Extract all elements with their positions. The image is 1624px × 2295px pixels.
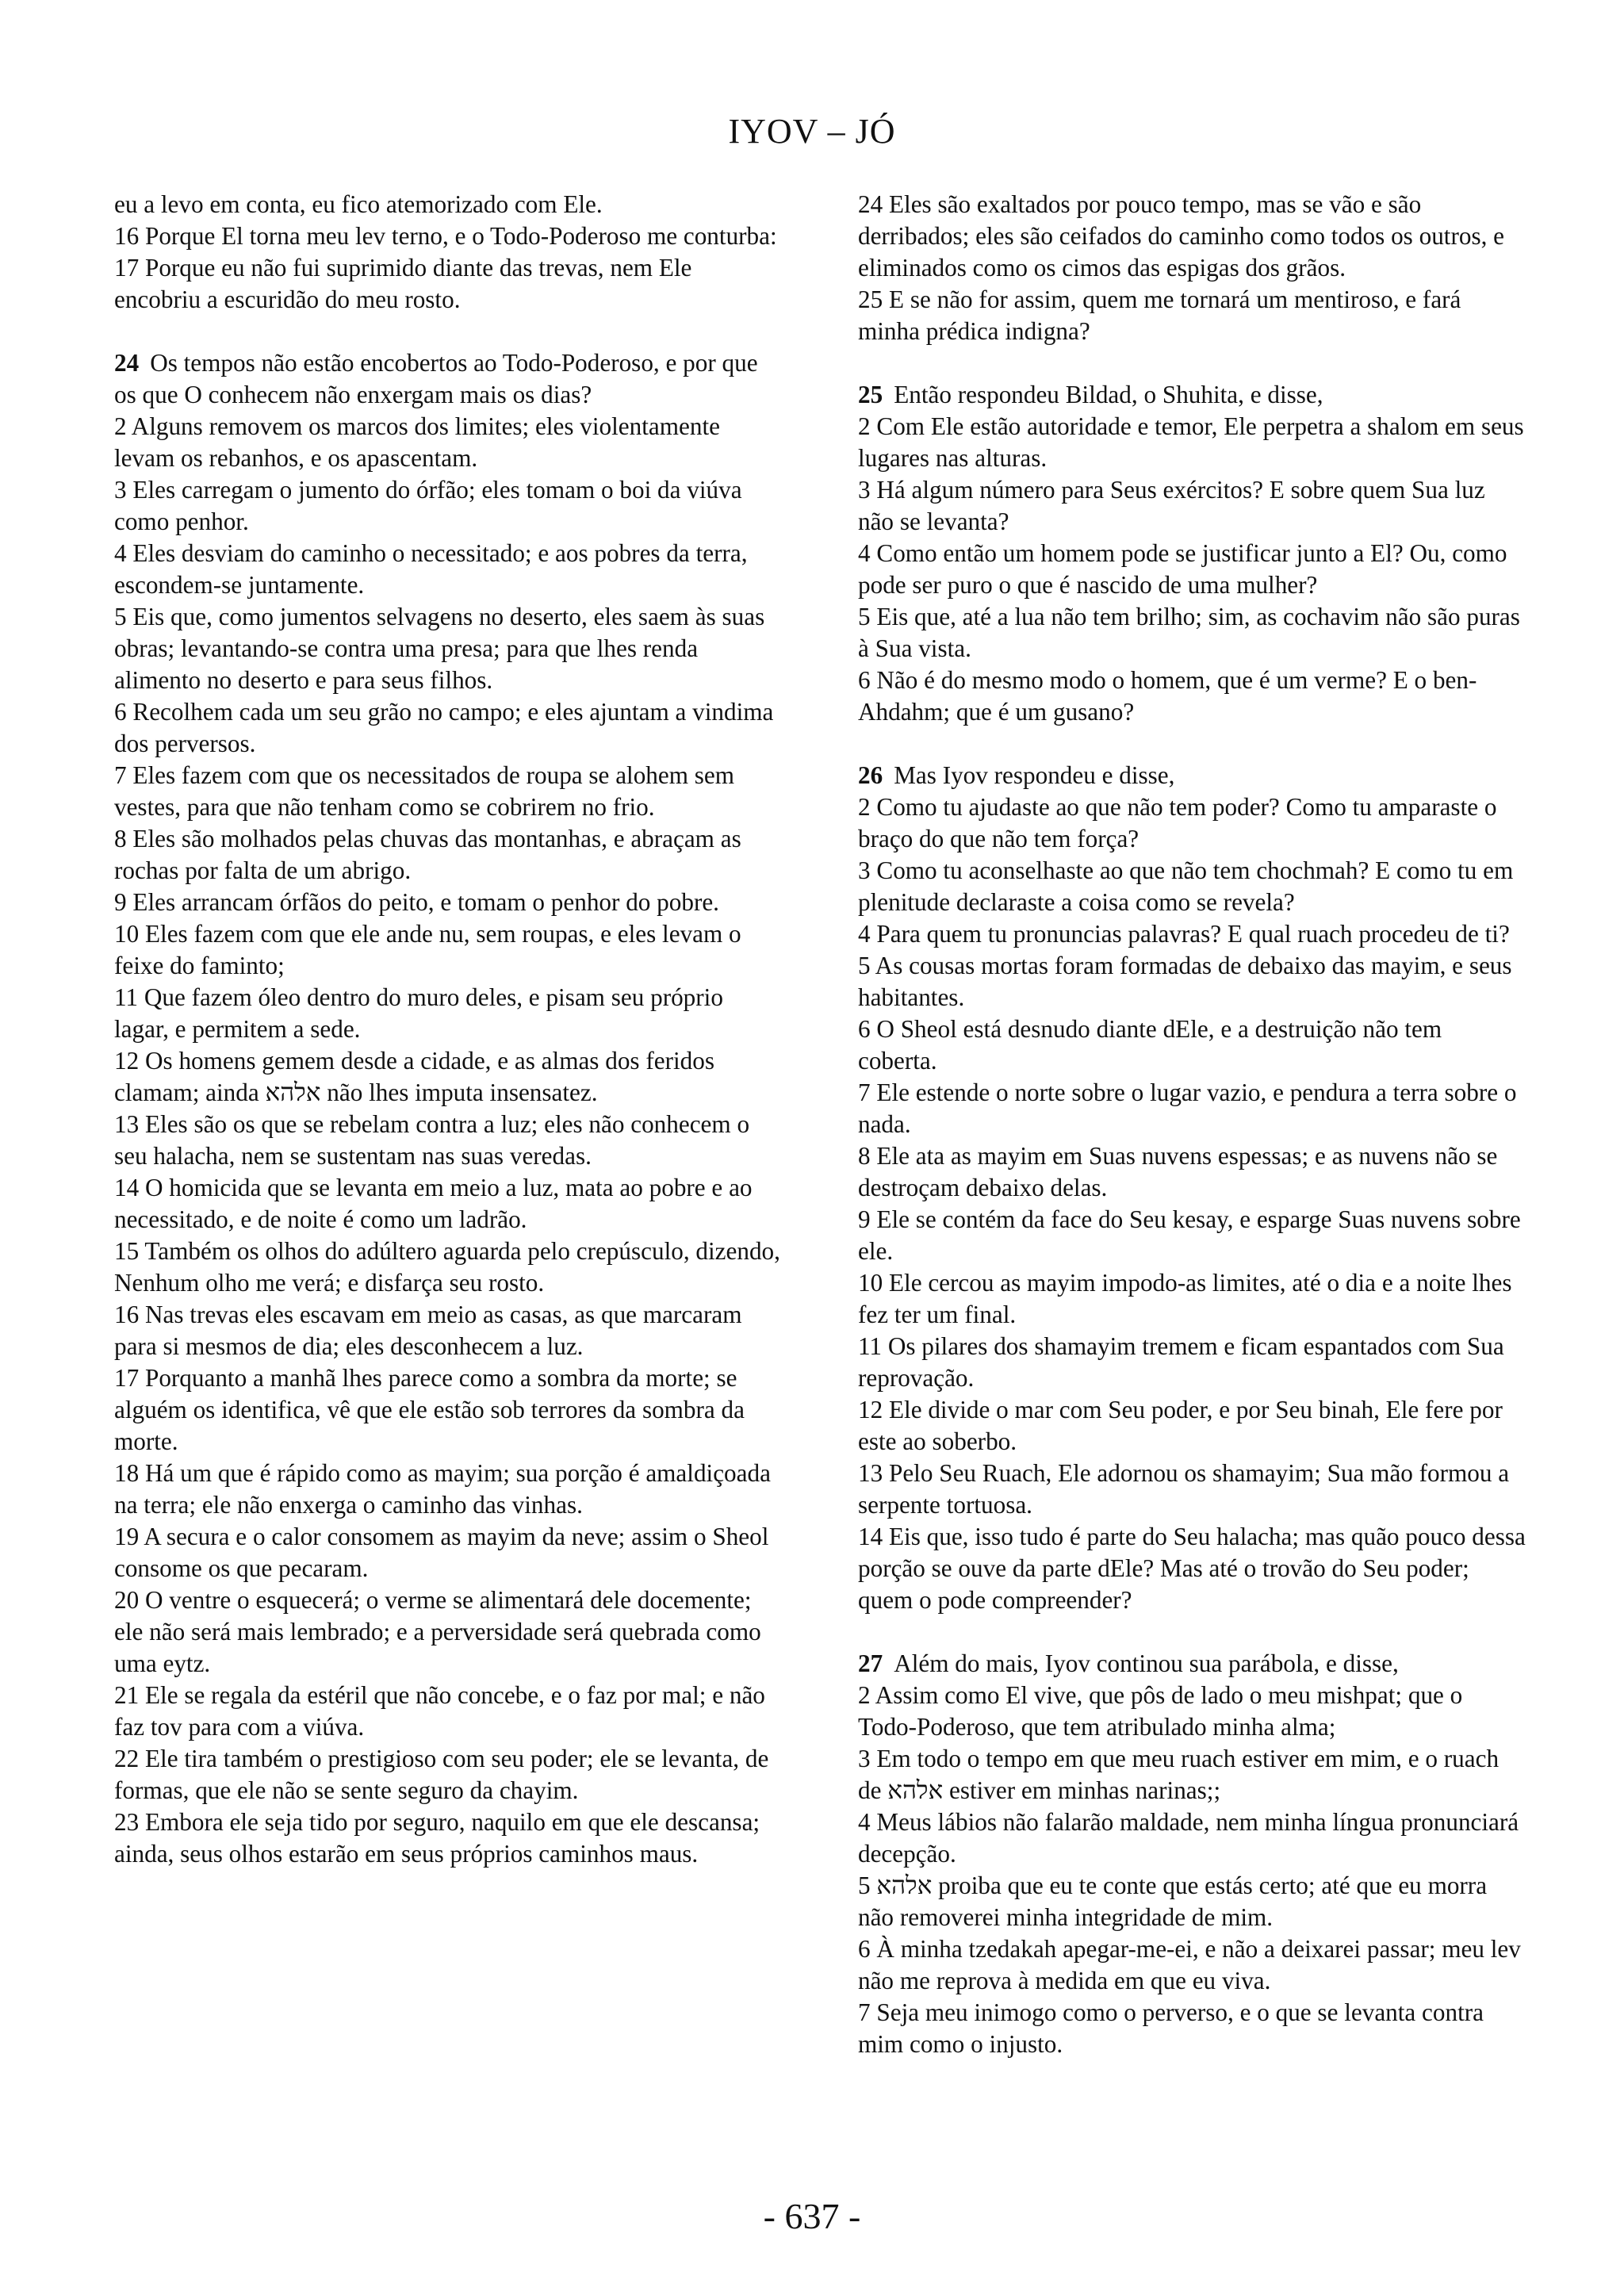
verse-text: 5 Eis que, até a lua não tem brilho; sim, as cochavim não são puras à Sua vista. — [858, 603, 1520, 662]
chapter-number: 25 — [858, 381, 883, 408]
chapter-number: 26 — [858, 761, 883, 789]
verse-text: Além do mais, Iyov continou sua parábola, e disse, — [894, 1649, 1399, 1677]
verse-text: 10 Ele cercou as mayim impodo-as limites, até o dia e a noite lhes fez ter um final. — [858, 1269, 1512, 1328]
verse — [114, 1299, 782, 1362]
verse — [858, 1077, 1526, 1140]
verse-text: 5 As cousas mortas foram formadas de debaixo das mayim, e seus habitantes. — [858, 952, 1512, 1011]
chapter-start-verse — [858, 760, 1526, 791]
verse — [114, 887, 782, 918]
verse-text: 3 Eles carregam o jumento do órfão; eles tomam o boi da viúva como penhor. — [114, 476, 742, 535]
verse — [858, 1521, 1526, 1616]
verse-text: 17 Porquanto a manhã lhes parece como a sombra da morte; se alguém os identifica, vê que ele estão sob terrores da sombra da morte. — [114, 1364, 745, 1455]
verse-text: 6 Não é do mesmo modo o homem, que é um verme? E o ben-Ahdahm; que é um gusano? — [858, 666, 1477, 726]
verse-text: 2 Assim como El vive, que pôs de lado o meu mishpat; que o Todo-Poderoso, que tem atribulado minha alma; — [858, 1681, 1463, 1741]
verse-text: 11 Que fazem óleo dentro do muro deles, e pisam seu próprio lagar, e permitem a sede. — [114, 983, 723, 1043]
verse-text: 18 Há um que é rápido como as mayim; sua porção é amaldiçoada na terra; ele não enxerga o caminho das vinhas. — [114, 1459, 771, 1519]
verse — [114, 1362, 782, 1458]
verse-text: 13 Pelo Seu Ruach, Ele adornou os shamayim; Sua mão formou a serpente tortuosa. — [858, 1459, 1510, 1519]
verse-text: 3 Há algum número para Seus exércitos? E sobre quem Sua luz não se levanta? — [858, 476, 1485, 535]
verse-text: 6 À minha tzedakah apegar-me-ei, e não a deixarei passar; meu lev não me reprova à medida em que eu viva. — [858, 1935, 1521, 1994]
verse — [114, 1172, 782, 1236]
verse — [114, 696, 782, 760]
verse-text: 25 E se não for assim, quem me tornará um mentiroso, e fará minha prédica indigna? — [858, 285, 1461, 345]
verse — [858, 474, 1526, 538]
verse-text: 19 A secura e o calor consomem as mayim da neve; assim o Sheol consome os que pecaram. — [114, 1523, 769, 1582]
verse-text: 15 Também os olhos do adúltero aguarda pelo crepúsculo, dizendo, Nenhum olho me verá; e disfarça seu rosto. — [114, 1237, 780, 1297]
verse — [858, 1394, 1526, 1458]
verse — [858, 918, 1526, 950]
verse — [858, 1140, 1526, 1204]
verse-text: 12 Os homens gemem desde a cidade, e as almas dos feridos clamam; ainda אלהא não lhes imputa insensatez. — [114, 1047, 714, 1106]
verse — [858, 1680, 1526, 1743]
verse — [114, 823, 782, 887]
verse-text: Mas Iyov respondeu e disse, — [894, 761, 1175, 789]
verse — [858, 791, 1526, 855]
verse-text: 10 Eles fazem com que ele ande nu, sem roupas, e eles levam o feixe do faminto; — [114, 920, 741, 979]
verse-text: 23 Embora ele seja tido por seguro, naquilo em que ele descansa; ainda, seus olhos estarão em seus próprios caminhos maus. — [114, 1808, 760, 1868]
verse-text: 12 Ele divide o mar com Seu poder, e por Seu binah, Ele fere por este ao soberbo. — [858, 1396, 1503, 1455]
verse — [114, 1109, 782, 1172]
verse — [858, 411, 1526, 474]
verse-text: 5 Eis que, como jumentos selvagens no deserto, eles saem às suas obras; levantando-se contra uma presa; para que lhes renda alimento no deserto e para seus filhos. — [114, 603, 765, 694]
verse — [114, 1045, 782, 1109]
chapter-start-verse — [858, 1648, 1526, 1680]
verse — [114, 1458, 782, 1521]
verse-text: 3 Como tu aconselhaste ao que não tem chochmah? E como tu em plenitude declaraste a coisa como se revela? — [858, 856, 1514, 916]
right-column — [858, 189, 1526, 2060]
verse-text: 2 Com Ele estão autoridade e temor, Ele perpetra a shalom em seus lugares nas alturas. — [858, 412, 1524, 472]
verse — [114, 474, 782, 538]
verse-text: eu a levo em conta, eu fico atemorizado com Ele. — [114, 190, 603, 218]
verse — [114, 1521, 782, 1584]
page-header-title: IYOV – JÓ — [728, 112, 896, 151]
verse — [858, 189, 1526, 284]
verse-text: Os tempos não estão encobertos ao Todo-Poderoso, e por que os que O conhecem não enxergam mais os dias? — [114, 349, 758, 408]
chapter-number: 24 — [114, 349, 140, 377]
verse-text: 8 Ele ata as mayim em Suas nuvens espessas; e as nuvens não se destroçam debaixo delas. — [858, 1142, 1498, 1201]
verse-text: 6 Recolhem cada um seu grão no campo; e eles ajuntam a vindima dos perversos. — [114, 698, 774, 757]
verse — [114, 220, 782, 252]
verse — [858, 855, 1526, 918]
verse-text: 4 Como então um homem pode se justificar junto a El? Ou, como pode ser puro o que é nascido de uma mulher? — [858, 539, 1507, 599]
verse — [114, 1584, 782, 1680]
chapter-start-verse — [858, 379, 1526, 411]
verse — [858, 1204, 1526, 1267]
verse-text: 21 Ele se regala da estéril que não concebe, e o faz por mal; e não faz tov para com a viúva. — [114, 1681, 765, 1741]
verse — [114, 189, 782, 220]
verse — [114, 982, 782, 1045]
verse-text: 2 Alguns removem os marcos dos limites; eles violentamente levam os rebanhos, e os apascentam. — [114, 412, 720, 472]
verse-text: 14 Eis que, isso tudo é parte do Seu halacha; mas quão pouco dessa porção se ouve da parte dEle? Mas até o trovão do Seu poder; quem o pode compreender? — [858, 1523, 1526, 1614]
verse — [114, 760, 782, 823]
verse-text: Então respondeu Bildad, o Shuhita, e disse, — [894, 381, 1323, 408]
verse-text: 16 Nas trevas eles escavam em meio as casas, as que marcaram para si mesmos de dia; eles desconhecem a luz. — [114, 1301, 742, 1360]
verse-text: 13 Eles são os que se rebelam contra a luz; eles não conhecem o seu halacha, nem se sustentam nas suas veredas. — [114, 1110, 750, 1170]
verse-text: 3 Em todo o tempo em que meu ruach estiver em mim, e o ruach de אלהא estiver em minhas narinas;; — [858, 1745, 1500, 1804]
verse — [858, 950, 1526, 1013]
verse — [858, 1743, 1526, 1806]
verse-text: 17 Porque eu não fui suprimido diante das trevas, nem Ele encobriu a escuridão do meu rosto. — [114, 254, 692, 313]
verse-text: 22 Ele tira também o prestigioso com seu poder; ele se levanta, de formas, que ele não se sente seguro da chayim. — [114, 1745, 769, 1804]
verse — [858, 601, 1526, 665]
verse-text: 11 Os pilares dos shamayim tremem e ficam espantados com Sua reprovação. — [858, 1332, 1504, 1392]
verse — [114, 252, 782, 316]
verse — [858, 284, 1526, 347]
verse-text: 6 O Sheol está desnudo diante dEle, e a destruição não tem coberta. — [858, 1015, 1442, 1075]
verse — [858, 1013, 1526, 1077]
verse — [114, 601, 782, 696]
verse-text: 7 Seja meu inimogo como o perverso, e o que se levanta contra mim como o injusto. — [858, 1998, 1484, 2058]
verse-text: 4 Meus lábios não falarão maldade, nem minha língua pronunciará decepção. — [858, 1808, 1519, 1868]
verse — [858, 538, 1526, 601]
verse-text: 24 Eles são exaltados por pouco tempo, mas se vão e são derribados; eles são ceifados do caminho como todos os outros, e eliminados como os cimos das espigas dos grãos. — [858, 190, 1505, 282]
verse — [858, 1933, 1526, 1997]
verse — [858, 1997, 1526, 2060]
verse — [114, 411, 782, 474]
verse-text: 16 Porque El torna meu lev terno, e o Todo-Poderoso me conturba: — [114, 222, 777, 250]
verse-text: 2 Como tu ajudaste ao que não tem poder? Como tu amparaste o braço do que não tem força? — [858, 793, 1497, 852]
verse-text: 4 Eles desviam do caminho o necessitado; e aos pobres da terra, escondem-se juntamente. — [114, 539, 748, 599]
verse — [114, 538, 782, 601]
left-column — [114, 189, 782, 1870]
verse — [858, 665, 1526, 728]
chapter-number: 27 — [858, 1649, 883, 1677]
verse — [114, 918, 782, 982]
verse — [858, 1806, 1526, 1870]
verse-text: 20 O ventre o esquecerá; o verme se alimentará dele docemente; ele não será mais lembrado; e a perversidade será quebrada como uma eytz. — [114, 1586, 761, 1677]
verse-text: 9 Eles arrancam órfãos do peito, e tomam o penhor do pobre. — [114, 888, 719, 916]
verse — [858, 1870, 1526, 1933]
verse — [858, 1458, 1526, 1521]
verse-text: 14 O homicida que se levanta em meio a luz, mata ao pobre e ao necessitado, e de noite é como um ladrão. — [114, 1174, 753, 1233]
verse — [858, 1267, 1526, 1331]
verse-text: 8 Eles são molhados pelas chuvas das montanhas, e abraçam as rochas por falta de um abrigo. — [114, 825, 741, 884]
verse — [114, 1806, 782, 1870]
verse-text: 7 Ele estende o norte sobre o lugar vazio, e pendura a terra sobre o nada. — [858, 1079, 1517, 1138]
verse-text: 4 Para quem tu pronuncias palavras? E qual ruach procedeu de ti? — [858, 920, 1510, 948]
verse-text: 7 Eles fazem com que os necessitados de roupa se alohem sem vestes, para que não tenham como se cobrirem no frio. — [114, 761, 735, 821]
verse-text: 5 אלהא proiba que eu te conte que estás certo; até que eu morra não removerei minha integridade de mim. — [858, 1872, 1488, 1931]
chapter-start-verse — [114, 347, 782, 411]
verse-text: 9 Ele se contém da face do Seu kesay, e esparge Suas nuvens sobre ele. — [858, 1205, 1521, 1265]
verse — [858, 1331, 1526, 1394]
verse — [114, 1743, 782, 1806]
page-number: - 637 - — [763, 2196, 861, 2236]
verse — [114, 1680, 782, 1743]
verse — [114, 1236, 782, 1299]
